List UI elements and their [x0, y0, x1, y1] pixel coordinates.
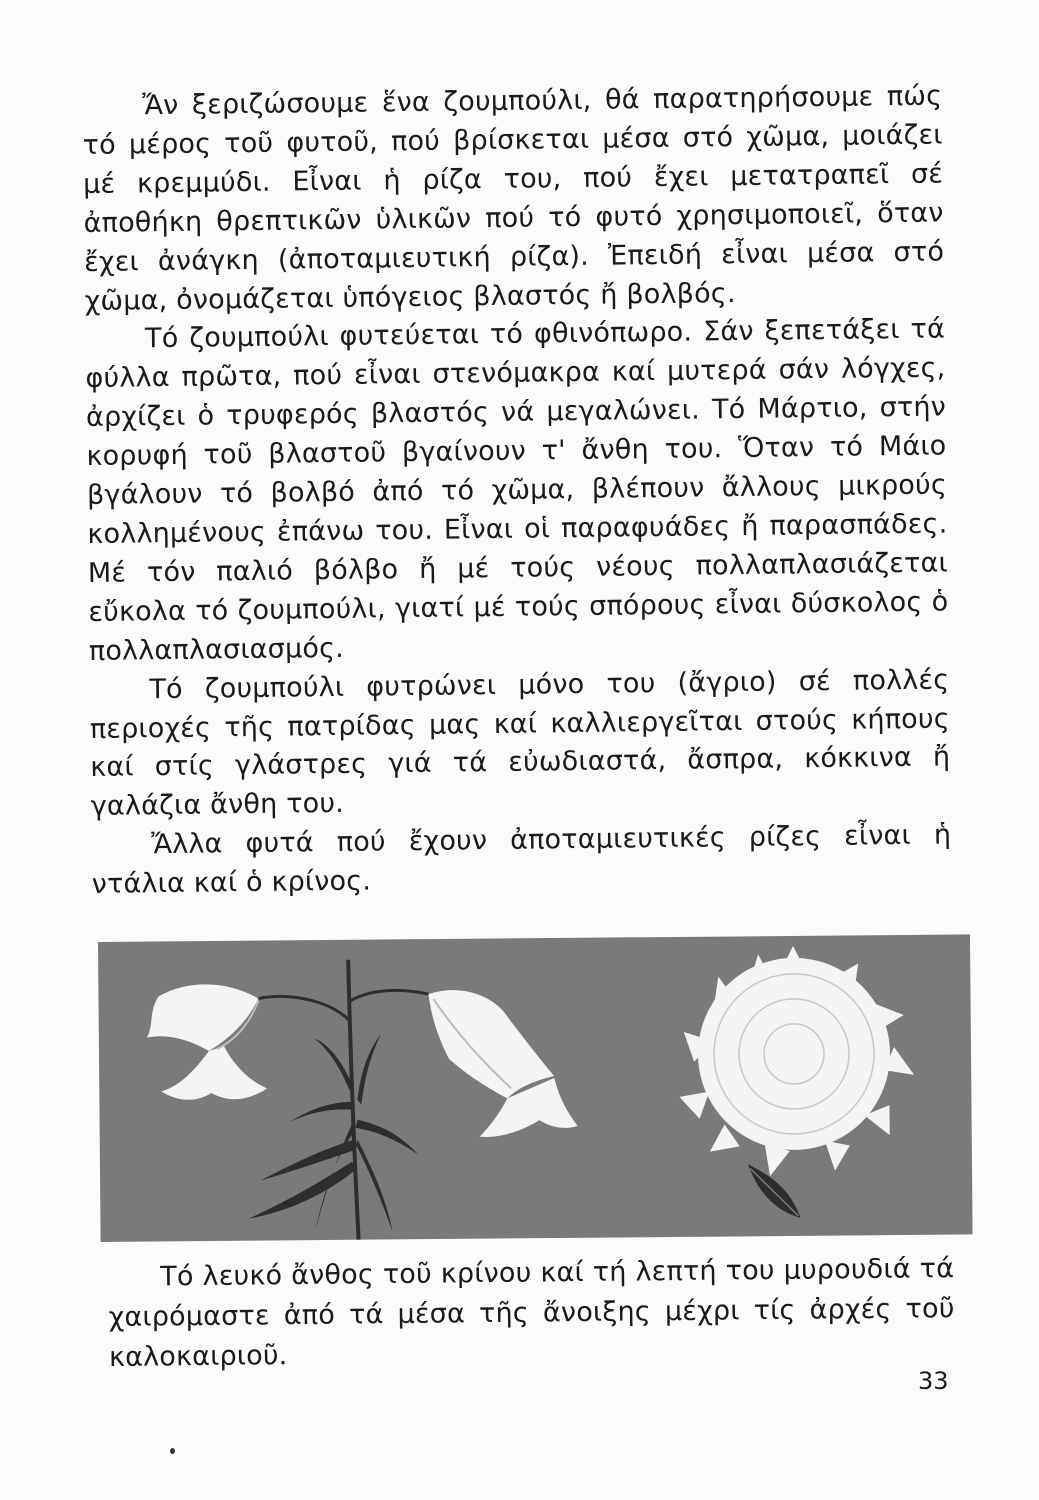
paragraph: Ἄν ξεριζώσουμε ἕνα ζουμπούλι, θά παρατηρήσουμε πώς τό μέρος τοῦ φυτοῦ, πού βρίσκεται μέσα στό χῶμα, μοιάζει μέ κρεμμύδι. Εἶναι ἡ ρίζα του, πού ἔχει μετατραπεῖ σέ ἀποθήκη θρεπτικῶν ὑλικῶν πού τό φυτό χρησιμοποιεῖ, ὅταν ἔχει ἀνάγκη (ἀποταμιευτική ρίζα). Ἐπειδή εἶναι μέσα στό χῶμα, ὀνομάζεται ὑπόγειος βλαστός ἤ βολβός. [82, 80, 945, 317]
paragraph: Τό ζουμπούλι φυτεύεται τό φθινόπωρο. Σάν ξεπετάξει τά φύλλα πρῶτα, πού εἶναι στενόμακρα καί μυτερά σάν λόγχες, ἀρχίζει ὁ τρυφερός βλαστός νά μεγαλώνει. Τό Μάρτιο, στήν κορυφή τοῦ βλαστοῦ βγαίνουν τ' ἄνθη του. Ὅταν τό Μάιο βγάλουν τό βολβό ἀπό τό χῶμα, βλέπουν ἄλλους μικρούς κολλημένους ἐπάνω του. Εἶναι οἱ παραφυάδες ἤ παρασπάδες. Μέ τόν παλιό βόλβο ἤ μέ τούς νέους πολλαπλασιάζεται εὔκολα τό ζουμπούλι, γιατί μέ τούς σπόρους εἶναι δύσκολος ὁ πολλαπλασιασμός. [85, 313, 949, 667]
lily-icon [146, 958, 578, 1242]
paragraph: Τό ζουμπούλι φυτρώνει μόνο του (ἄγριο) σέ πολλές περιοχές τῆς πατρίδας μας καί καλλιεργεῖται στούς κήπους καί στίς γλάστρες γιά τά εὐωδιαστά, ἄσπρα, κόκκινα ἤ γαλάζια ἄνθη του. [89, 664, 951, 823]
ink-speck [170, 1448, 175, 1454]
paragraph: Ἄλλα φυτά πού ἔχουν ἀποταμιευτικές ρίζες εἶναι ἡ ντάλια καί ὁ κρίνος. [91, 819, 952, 901]
dahlia-icon [678, 945, 915, 1219]
body-text [82, 77, 952, 904]
page-number: 33 [918, 1367, 949, 1395]
illustration-drawing [98, 934, 973, 1242]
figure-caption: Τό λευκό ἄνθος τοῦ κρίνου καί τή λεπτή του μυρουδιά τά χαιρόμαστε ἀπό τά μέσα τῆς ἄνοιξης μέχρι τίς ἀρχές τοῦ καλοκαιριοῦ. [108, 1253, 955, 1373]
flower-illustration [98, 934, 973, 1242]
